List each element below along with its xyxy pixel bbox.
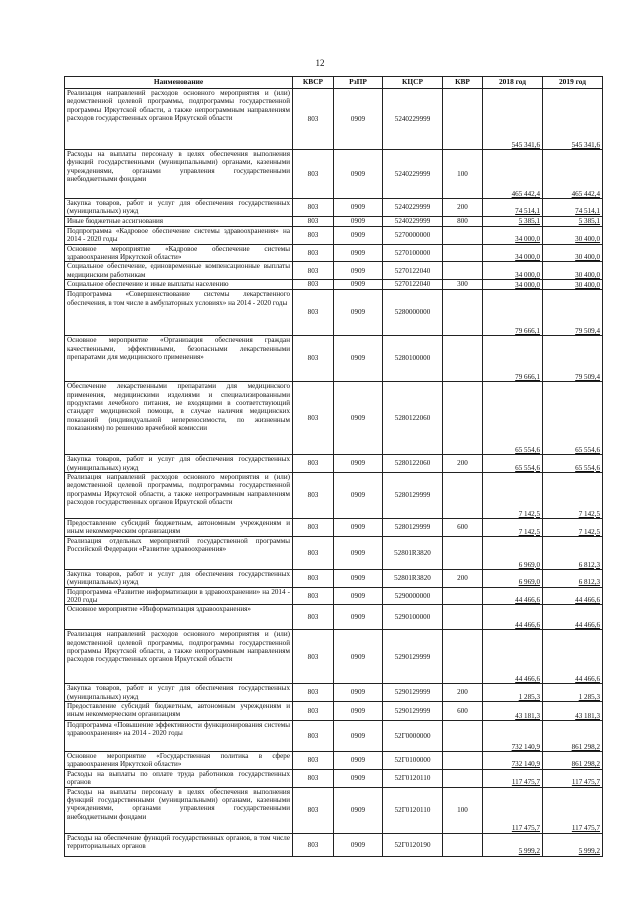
page-number: 12	[315, 58, 325, 68]
table-row	[65, 199, 603, 217]
kvr-cell: 100	[443, 787, 483, 833]
amount-2018-cell: 732 140,9	[483, 752, 543, 770]
kcsr-cell: 5290129999	[383, 684, 443, 702]
column-header-2019: 2019 год	[543, 77, 603, 89]
amount-2018-cell: 44 466,6	[483, 630, 543, 684]
rzpr-cell: 0909	[334, 787, 383, 833]
amount-2018-cell: 74 514,1	[483, 199, 543, 217]
kvr-cell: 200	[443, 684, 483, 702]
rzpr-cell: 0909	[334, 280, 383, 290]
kvr-cell	[443, 336, 483, 382]
table-row	[65, 787, 603, 833]
kcsr-cell: 52Г0120190	[383, 833, 443, 856]
row-name-cell: Закупка товаров, работ и услуг для обеспечения государственных (муниципальных) нужд	[65, 455, 293, 473]
amount-2018-cell: 34 000,0	[483, 280, 543, 290]
kcsr-cell: 5280122060	[383, 382, 443, 455]
kvr-cell	[443, 290, 483, 336]
table-row	[65, 721, 603, 752]
column-header-kcsr: КЦСР	[383, 77, 443, 89]
kvsr-cell: 803	[293, 605, 334, 630]
rzpr-cell: 0909	[334, 702, 383, 721]
kcsr-cell: 5240229999	[383, 89, 443, 150]
column-header-kvr: КВР	[443, 77, 483, 89]
kvsr-cell: 803	[293, 721, 334, 752]
kvr-cell: 600	[443, 702, 483, 721]
kvsr-cell: 803	[293, 455, 334, 473]
rzpr-cell: 0909	[334, 150, 383, 199]
kcsr-cell: 5290129999	[383, 702, 443, 721]
kvr-cell: 800	[443, 216, 483, 226]
kvsr-cell: 803	[293, 787, 334, 833]
table-row	[65, 150, 603, 199]
row-name-cell: Реализация направлений расходов основного мероприятия и (или) ведомственной целевой программы, подпрограммы государственной программы Иркутской области, а также непрограммным направлениям расходов государственных органов Иркутской области	[65, 89, 293, 150]
amount-2019-cell: 65 554,6	[543, 382, 603, 455]
amount-2018-cell: 44 466,6	[483, 587, 543, 605]
kvr-cell	[443, 244, 483, 262]
amount-2018-cell: 65 554,6	[483, 455, 543, 473]
kvr-cell: 600	[443, 518, 483, 536]
amount-2018-cell: 732 140,9	[483, 721, 543, 752]
amount-2019-cell: 7 142,5	[543, 472, 603, 518]
amount-2018-cell: 34 000,0	[483, 226, 543, 244]
rzpr-cell: 0909	[334, 536, 383, 569]
kvr-cell	[443, 769, 483, 787]
amount-2018-cell: 465 442,4	[483, 150, 543, 199]
row-name-cell: Подпрограмма «Кадровое обеспечение системы здравоохранения» на 2014 - 2020 годы	[65, 226, 293, 244]
kcsr-cell: 52Г0100000	[383, 752, 443, 770]
kvr-cell	[443, 262, 483, 280]
kcsr-cell: 5240229999	[383, 216, 443, 226]
amount-2018-cell: 7 142,5	[483, 518, 543, 536]
kvr-cell	[443, 472, 483, 518]
row-name-cell: Реализация отдельных мероприятий государственной программы Российской Федерации «Развитие здравоохранения»	[65, 536, 293, 569]
amount-2018-cell: 65 554,6	[483, 382, 543, 455]
rzpr-cell: 0909	[334, 226, 383, 244]
row-name-cell: Иные бюджетные ассигнования	[65, 216, 293, 226]
row-name-cell: Подпрограмма «Совершенствование системы лекарственного обеспечения, в том числе в амбулаторных условиях» на 2014 - 2020 годы	[65, 290, 293, 336]
amount-2018-cell: 545 341,6	[483, 89, 543, 150]
kvr-cell	[443, 382, 483, 455]
rzpr-cell: 0909	[334, 455, 383, 473]
kvsr-cell: 803	[293, 769, 334, 787]
kcsr-cell: 5270122040	[383, 262, 443, 280]
kcsr-cell: 52Г0120110	[383, 787, 443, 833]
table-row	[65, 587, 603, 605]
kcsr-cell: 5280122060	[383, 455, 443, 473]
row-name-cell: Предоставление субсидий бюджетным, автономным учреждениям и иным некоммерческим организациям	[65, 702, 293, 721]
amount-2019-cell: 465 442,4	[543, 150, 603, 199]
row-name-cell: Подпрограмма «Повышение эффективности функционирования системы здравоохранения» на 2014 - 2020 годы	[65, 721, 293, 752]
table-row	[65, 569, 603, 587]
kvsr-cell: 803	[293, 336, 334, 382]
kvsr-cell: 803	[293, 290, 334, 336]
kvr-cell	[443, 752, 483, 770]
kvr-cell: 300	[443, 280, 483, 290]
kvr-cell	[443, 833, 483, 856]
rzpr-cell: 0909	[334, 89, 383, 150]
rzpr-cell: 0909	[334, 216, 383, 226]
table-row	[65, 536, 603, 569]
rzpr-cell: 0909	[334, 262, 383, 280]
table-row	[65, 336, 603, 382]
kcsr-cell: 5280100000	[383, 336, 443, 382]
table-row	[65, 226, 603, 244]
table-row	[65, 280, 603, 290]
kvr-cell	[443, 89, 483, 150]
row-name-cell: Основное мероприятие «Организация обеспечения граждан качественными, эффективными, безопасными лекарственными препаратами для медицинского применения»	[65, 336, 293, 382]
table-row	[65, 752, 603, 770]
table-row	[65, 833, 603, 856]
table-row	[65, 702, 603, 721]
kvsr-cell: 803	[293, 684, 334, 702]
rzpr-cell: 0909	[334, 382, 383, 455]
kcsr-cell: 5240229999	[383, 150, 443, 199]
table-row	[65, 518, 603, 536]
kcsr-cell: 5280129999	[383, 518, 443, 536]
kcsr-cell: 52801R3820	[383, 569, 443, 587]
row-name-cell: Расходы на выплаты персоналу в целях обеспечения выполнения функций государственными (муниципальными) органами, казенными учреждениями, органами управления государственными внебюджетными фондами	[65, 150, 293, 199]
kvr-cell: 100	[443, 150, 483, 199]
table-row	[65, 472, 603, 518]
kvsr-cell: 803	[293, 150, 334, 199]
amount-2019-cell: 545 341,6	[543, 89, 603, 150]
table-row	[65, 605, 603, 630]
amount-2019-cell: 1 285,3	[543, 684, 603, 702]
column-header-kvsr: КВСР	[293, 77, 334, 89]
row-name-cell: Социальное обеспечение, единовременные компенсационные выплаты медицинским работникам	[65, 262, 293, 280]
kcsr-cell: 5290100000	[383, 605, 443, 630]
amount-2018-cell: 79 666,1	[483, 290, 543, 336]
amount-2019-cell: 117 475,7	[543, 787, 603, 833]
row-name-cell: Закупка товаров, работ и услуг для обеспечения государственных (муниципальных) нужд	[65, 199, 293, 217]
kvr-cell: 200	[443, 569, 483, 587]
rzpr-cell: 0909	[334, 199, 383, 217]
row-name-cell: Расходы на выплаты по оплате труда работников государственных органов	[65, 769, 293, 787]
amount-2019-cell: 43 181,3	[543, 702, 603, 721]
amount-2018-cell: 117 475,7	[483, 787, 543, 833]
rzpr-cell: 0909	[334, 587, 383, 605]
amount-2019-cell: 44 466,6	[543, 587, 603, 605]
rzpr-cell: 0909	[334, 569, 383, 587]
kcsr-cell: 52801R3820	[383, 536, 443, 569]
kvsr-cell: 803	[293, 472, 334, 518]
rzpr-cell: 0909	[334, 630, 383, 684]
amount-2019-cell: 861 298,2	[543, 752, 603, 770]
rzpr-cell: 0909	[334, 769, 383, 787]
header-row	[65, 77, 603, 89]
amount-2018-cell: 34 000,0	[483, 244, 543, 262]
kvr-cell	[443, 587, 483, 605]
table-row	[65, 244, 603, 262]
amount-2019-cell: 6 812,3	[543, 536, 603, 569]
kvsr-cell: 803	[293, 752, 334, 770]
kvsr-cell: 803	[293, 280, 334, 290]
kcsr-cell: 5280129999	[383, 472, 443, 518]
kvsr-cell: 803	[293, 226, 334, 244]
amount-2018-cell: 5 999,2	[483, 833, 543, 856]
amount-2019-cell: 30 400,0	[543, 280, 603, 290]
amount-2018-cell: 117 475,7	[483, 769, 543, 787]
kvr-cell	[443, 605, 483, 630]
amount-2019-cell: 79 509,4	[543, 290, 603, 336]
kvsr-cell: 803	[293, 382, 334, 455]
amount-2019-cell: 30 400,0	[543, 244, 603, 262]
table-row	[65, 262, 603, 280]
rzpr-cell: 0909	[334, 684, 383, 702]
row-name-cell: Расходы на выплаты персоналу в целях обеспечения выполнения функций государственными (муниципальными) органами, казенными учреждениями, органами управления государственными внебюджетными фондами	[65, 787, 293, 833]
row-name-cell: Социальное обеспечение и иные выплаты населению	[65, 280, 293, 290]
amount-2019-cell: 117 475,7	[543, 769, 603, 787]
amount-2019-cell: 74 514,1	[543, 199, 603, 217]
table-row	[65, 630, 603, 684]
table-row	[65, 455, 603, 473]
kvr-cell	[443, 721, 483, 752]
kvsr-cell: 803	[293, 569, 334, 587]
kcsr-cell: 5270100000	[383, 244, 443, 262]
row-name-cell: Закупка товаров, работ и услуг для обеспечения государственных (муниципальных) нужд	[65, 569, 293, 587]
kcsr-cell: 5290129999	[383, 630, 443, 684]
amount-2019-cell: 30 400,0	[543, 226, 603, 244]
amount-2019-cell: 65 554,6	[543, 455, 603, 473]
rzpr-cell: 0909	[334, 752, 383, 770]
kvsr-cell: 803	[293, 833, 334, 856]
rzpr-cell: 0909	[334, 518, 383, 536]
row-name-cell: Подпрограмма «Развитие информатизации в здравоохранении» на 2014 - 2020 годы	[65, 587, 293, 605]
table-row	[65, 382, 603, 455]
column-header-2018: 2018 год	[483, 77, 543, 89]
row-name-cell: Предоставление субсидий бюджетным, автономным учреждениям и иным некоммерческим организациям	[65, 518, 293, 536]
table-row	[65, 216, 603, 226]
row-name-cell: Основное мероприятие «Государственная политика в сфере здравоохранения Иркутской области»	[65, 752, 293, 770]
kcsr-cell: 5270122040	[383, 280, 443, 290]
budget-table	[64, 76, 603, 857]
rzpr-cell: 0909	[334, 472, 383, 518]
kcsr-cell: 5270000000	[383, 226, 443, 244]
kvsr-cell: 803	[293, 536, 334, 569]
row-name-cell: Закупка товаров, работ и услуг для обеспечения государственных (муниципальных) нужд	[65, 684, 293, 702]
table-row	[65, 89, 603, 150]
column-header-name: Наименование	[65, 77, 293, 89]
amount-2019-cell: 861 298,2	[543, 721, 603, 752]
kvr-cell	[443, 536, 483, 569]
amount-2018-cell: 44 466,6	[483, 605, 543, 630]
rzpr-cell: 0909	[334, 336, 383, 382]
row-name-cell: Расходы на обеспечение функций государственных органов, в том числе территориальных органов	[65, 833, 293, 856]
row-name-cell: Основное мероприятие «Информатизация здравоохранения»	[65, 605, 293, 630]
table-row	[65, 769, 603, 787]
row-name-cell: Основное мероприятие «Кадровое обеспечение системы здравоохранения Иркутской области»	[65, 244, 293, 262]
kvsr-cell: 803	[293, 244, 334, 262]
kvsr-cell: 803	[293, 89, 334, 150]
kvsr-cell: 803	[293, 199, 334, 217]
kcsr-cell: 5290000000	[383, 587, 443, 605]
amount-2018-cell: 1 285,3	[483, 684, 543, 702]
rzpr-cell: 0909	[334, 605, 383, 630]
kvsr-cell: 803	[293, 216, 334, 226]
kcsr-cell: 5280000000	[383, 290, 443, 336]
kvsr-cell: 803	[293, 702, 334, 721]
amount-2018-cell: 6 969,0	[483, 536, 543, 569]
amount-2018-cell: 43 181,3	[483, 702, 543, 721]
row-name-cell: Реализация направлений расходов основного мероприятия и (или) ведомственной целевой программы, подпрограммы государственной программы Иркутской области, а также непрограммным направлениям расходов государственных органов Иркутской области	[65, 472, 293, 518]
amount-2018-cell: 5 385,1	[483, 216, 543, 226]
kvr-cell: 200	[443, 455, 483, 473]
rzpr-cell: 0909	[334, 833, 383, 856]
rzpr-cell: 0909	[334, 290, 383, 336]
kvr-cell	[443, 226, 483, 244]
kvr-cell: 200	[443, 199, 483, 217]
amount-2019-cell: 44 466,6	[543, 630, 603, 684]
table-row	[65, 684, 603, 702]
table-row	[65, 290, 603, 336]
kcsr-cell: 5240229999	[383, 199, 443, 217]
column-header-rzpr: РзПР	[334, 77, 383, 89]
kcsr-cell: 52Г0000000	[383, 721, 443, 752]
amount-2019-cell: 5 385,1	[543, 216, 603, 226]
amount-2018-cell: 79 666,1	[483, 336, 543, 382]
amount-2018-cell: 7 142,5	[483, 472, 543, 518]
kvsr-cell: 803	[293, 587, 334, 605]
amount-2019-cell: 44 466,6	[543, 605, 603, 630]
amount-2018-cell: 6 969,0	[483, 569, 543, 587]
amount-2018-cell: 34 000,0	[483, 262, 543, 280]
rzpr-cell: 0909	[334, 721, 383, 752]
kvsr-cell: 803	[293, 262, 334, 280]
kvr-cell	[443, 630, 483, 684]
kvsr-cell: 803	[293, 518, 334, 536]
amount-2019-cell: 5 999,2	[543, 833, 603, 856]
rzpr-cell: 0909	[334, 244, 383, 262]
amount-2019-cell: 30 400,0	[543, 262, 603, 280]
amount-2019-cell: 7 142,5	[543, 518, 603, 536]
row-name-cell: Обеспечение лекарственными препаратами для медицинского применения, медицинскими изделиями и специализированными продуктами лечебного питания, не входящими в соответствующий стандарт медицинской помощи, в случае наличия медицинских показаний (индивидуальной непереносимости, по жизненным показаниям) по решению врачебной комиссии	[65, 382, 293, 455]
kcsr-cell: 52Г0120110	[383, 769, 443, 787]
row-name-cell: Реализация направлений расходов основного мероприятия и (или) ведомственной целевой программы, подпрограммы государственной программы Иркутской области, а также непрограммным направлениям расходов государственных органов Иркутской области	[65, 630, 293, 684]
kvsr-cell: 803	[293, 630, 334, 684]
amount-2019-cell: 6 812,3	[543, 569, 603, 587]
amount-2019-cell: 79 509,4	[543, 336, 603, 382]
